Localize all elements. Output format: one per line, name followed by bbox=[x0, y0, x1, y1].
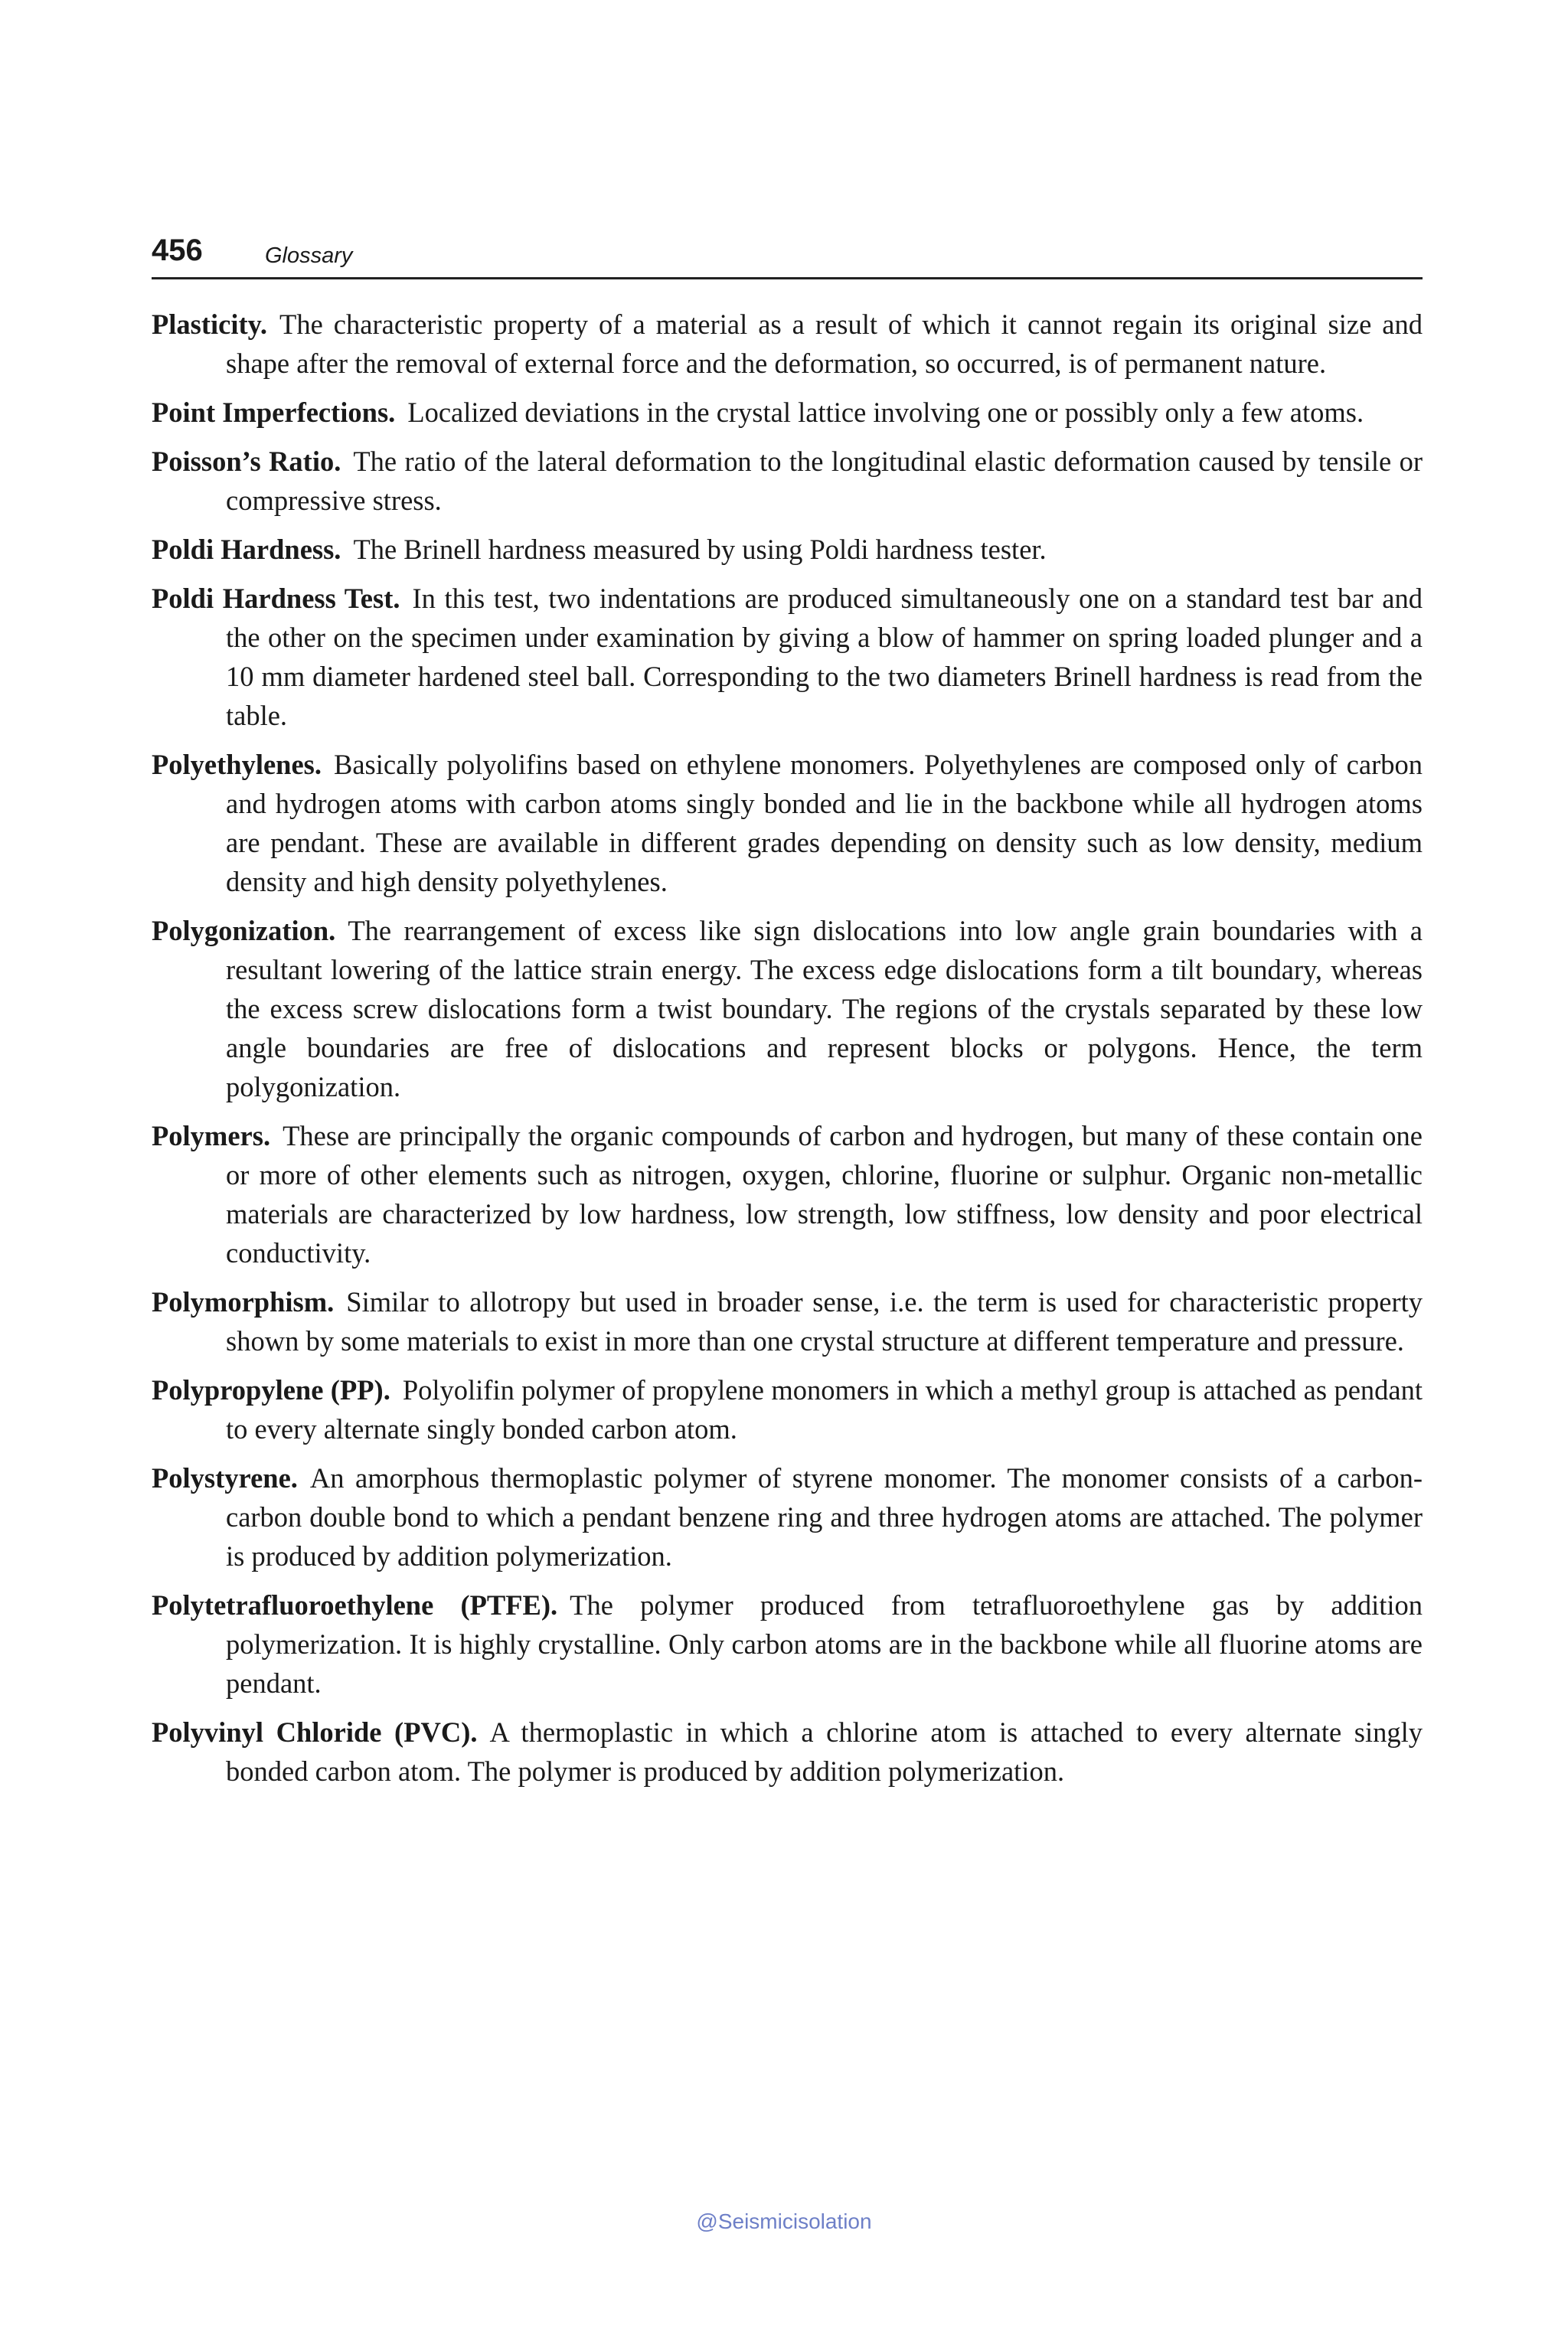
entry-definition: Localized deviations in the crystal lattice involving one or possibly only a few atoms. bbox=[407, 397, 1364, 428]
entry-definition: Polyolifin polymer of propylene monomers in which a methyl group is attached as pendant to every alternate singly bonded carbon atom. bbox=[226, 1374, 1423, 1445]
glossary-entry-polygonization bbox=[152, 911, 1423, 1106]
glossary-entry-polymers bbox=[152, 1116, 1423, 1272]
running-head: Glossary bbox=[265, 243, 353, 268]
entry-term: Polyethylenes. bbox=[152, 749, 322, 780]
entry-definition: The Brinell hardness measured by using Poldi hardness tester. bbox=[353, 534, 1047, 565]
entry-term: Polytetrafluoroethylene (PTFE). bbox=[152, 1589, 558, 1621]
entry-term: Polystyrene. bbox=[152, 1462, 298, 1494]
entry-definition: Similar to allotropy but used in broader sense, i.e. the term is used for characteristic property shown by some materials to exist in more than one crystal structure at different temperature and pressure. bbox=[226, 1286, 1423, 1357]
glossary-entry-polymorphism bbox=[152, 1282, 1423, 1360]
glossary-entry-polyethylenes bbox=[152, 745, 1423, 901]
entry-definition: These are principally the organic compounds of carbon and hydrogen, but many of these contain one or more of other elements such as nitrogen, oxygen, chlorine, fluorine or sulphur. Organic non-metallic materials are characterized by low hardness, low strength, low stiffness, low density and poor electrical conductivity. bbox=[226, 1120, 1423, 1269]
entry-definition: Basically polyolifins based on ethylene monomers. Polyethylenes are composed only of carbon and hydrogen atoms with carbon atoms singly bonded and lie in the backbone while all hydrogen atoms are pendant. These are available in different grades depending on density such as low density, medium density and high density polyethylenes. bbox=[226, 749, 1423, 897]
glossary-entry-plasticity bbox=[152, 305, 1423, 383]
glossary-entry-poldi-hardness-test bbox=[152, 579, 1423, 735]
entry-term: Polypropylene (PP). bbox=[152, 1374, 390, 1406]
glossary-entry-poldi-hardness bbox=[152, 530, 1423, 569]
glossary-entry-polystyrene bbox=[152, 1458, 1423, 1576]
entry-term: Poldi Hardness. bbox=[152, 534, 341, 565]
entry-term: Poldi Hardness Test. bbox=[152, 583, 400, 614]
entry-definition: An amorphous thermoplastic polymer of styrene monomer. The monomer consists of a carbon-carbon double bond to which a pendant benzene ring and three hydrogen atoms are attached. The polymer is produced by addition polymerization. bbox=[226, 1462, 1423, 1572]
entry-term: Poisson’s Ratio. bbox=[152, 446, 341, 477]
glossary-entry-poissons-ratio bbox=[152, 442, 1423, 520]
entry-definition: The rearrangement of excess like sign dislocations into low angle grain boundaries with a resultant lowering of the lattice strain energy. The excess edge dislocations form a tilt boundary, whereas the excess screw dislocations form a twist boundary. The regions of the crystals separated by these low angle boundaries are free of dislocations and represent blocks or polygons. Hence, the term polygonization. bbox=[226, 915, 1423, 1102]
entry-definition: The polymer produced from tetrafluoroethylene gas by addition polymerization. It is highly crystalline. Only carbon atoms are in the backbone while all fluorine atoms are pendant. bbox=[226, 1589, 1423, 1699]
entry-definition: The characteristic property of a material as a result of which it cannot regain its original size and shape after the removal of external force and the deformation, so occurred, is of permanent nature. bbox=[226, 309, 1423, 379]
watermark: @Seismicisolation bbox=[696, 2209, 872, 2233]
entry-definition: The ratio of the lateral deformation to the longitudinal elastic deformation caused by tensile or compressive stress. bbox=[226, 446, 1423, 516]
glossary-entry-ptfe bbox=[152, 1586, 1423, 1703]
entry-definition: A thermoplastic in which a chlorine atom is attached to every alternate singly bonded carbon atom. The polymer is produced by addition polymerization. bbox=[226, 1716, 1423, 1787]
entry-term: Polygonization. bbox=[152, 915, 336, 946]
page-header bbox=[152, 231, 1423, 279]
glossary-entries bbox=[152, 305, 1423, 1801]
entry-term: Polyvinyl Chloride (PVC). bbox=[152, 1716, 478, 1748]
entry-definition: In this test, two indentations are produced simultaneously one on a standard test bar and the other on the specimen under examination by giving a blow of hammer on spring loaded plunger and a 10 mm diameter hardened steel ball. Corresponding to the two diameters Brinell hardness is read from the table. bbox=[226, 583, 1423, 731]
page-number: 456 bbox=[152, 234, 203, 267]
entry-term: Polymers. bbox=[152, 1120, 271, 1151]
glossary-entry-pvc bbox=[152, 1713, 1423, 1791]
glossary-entry-point-imperfections bbox=[152, 393, 1423, 432]
entry-term: Point Imperfections. bbox=[152, 397, 396, 428]
entry-term: Plasticity. bbox=[152, 309, 268, 340]
glossary-entry-polypropylene bbox=[152, 1370, 1423, 1448]
entry-term: Polymorphism. bbox=[152, 1286, 335, 1318]
